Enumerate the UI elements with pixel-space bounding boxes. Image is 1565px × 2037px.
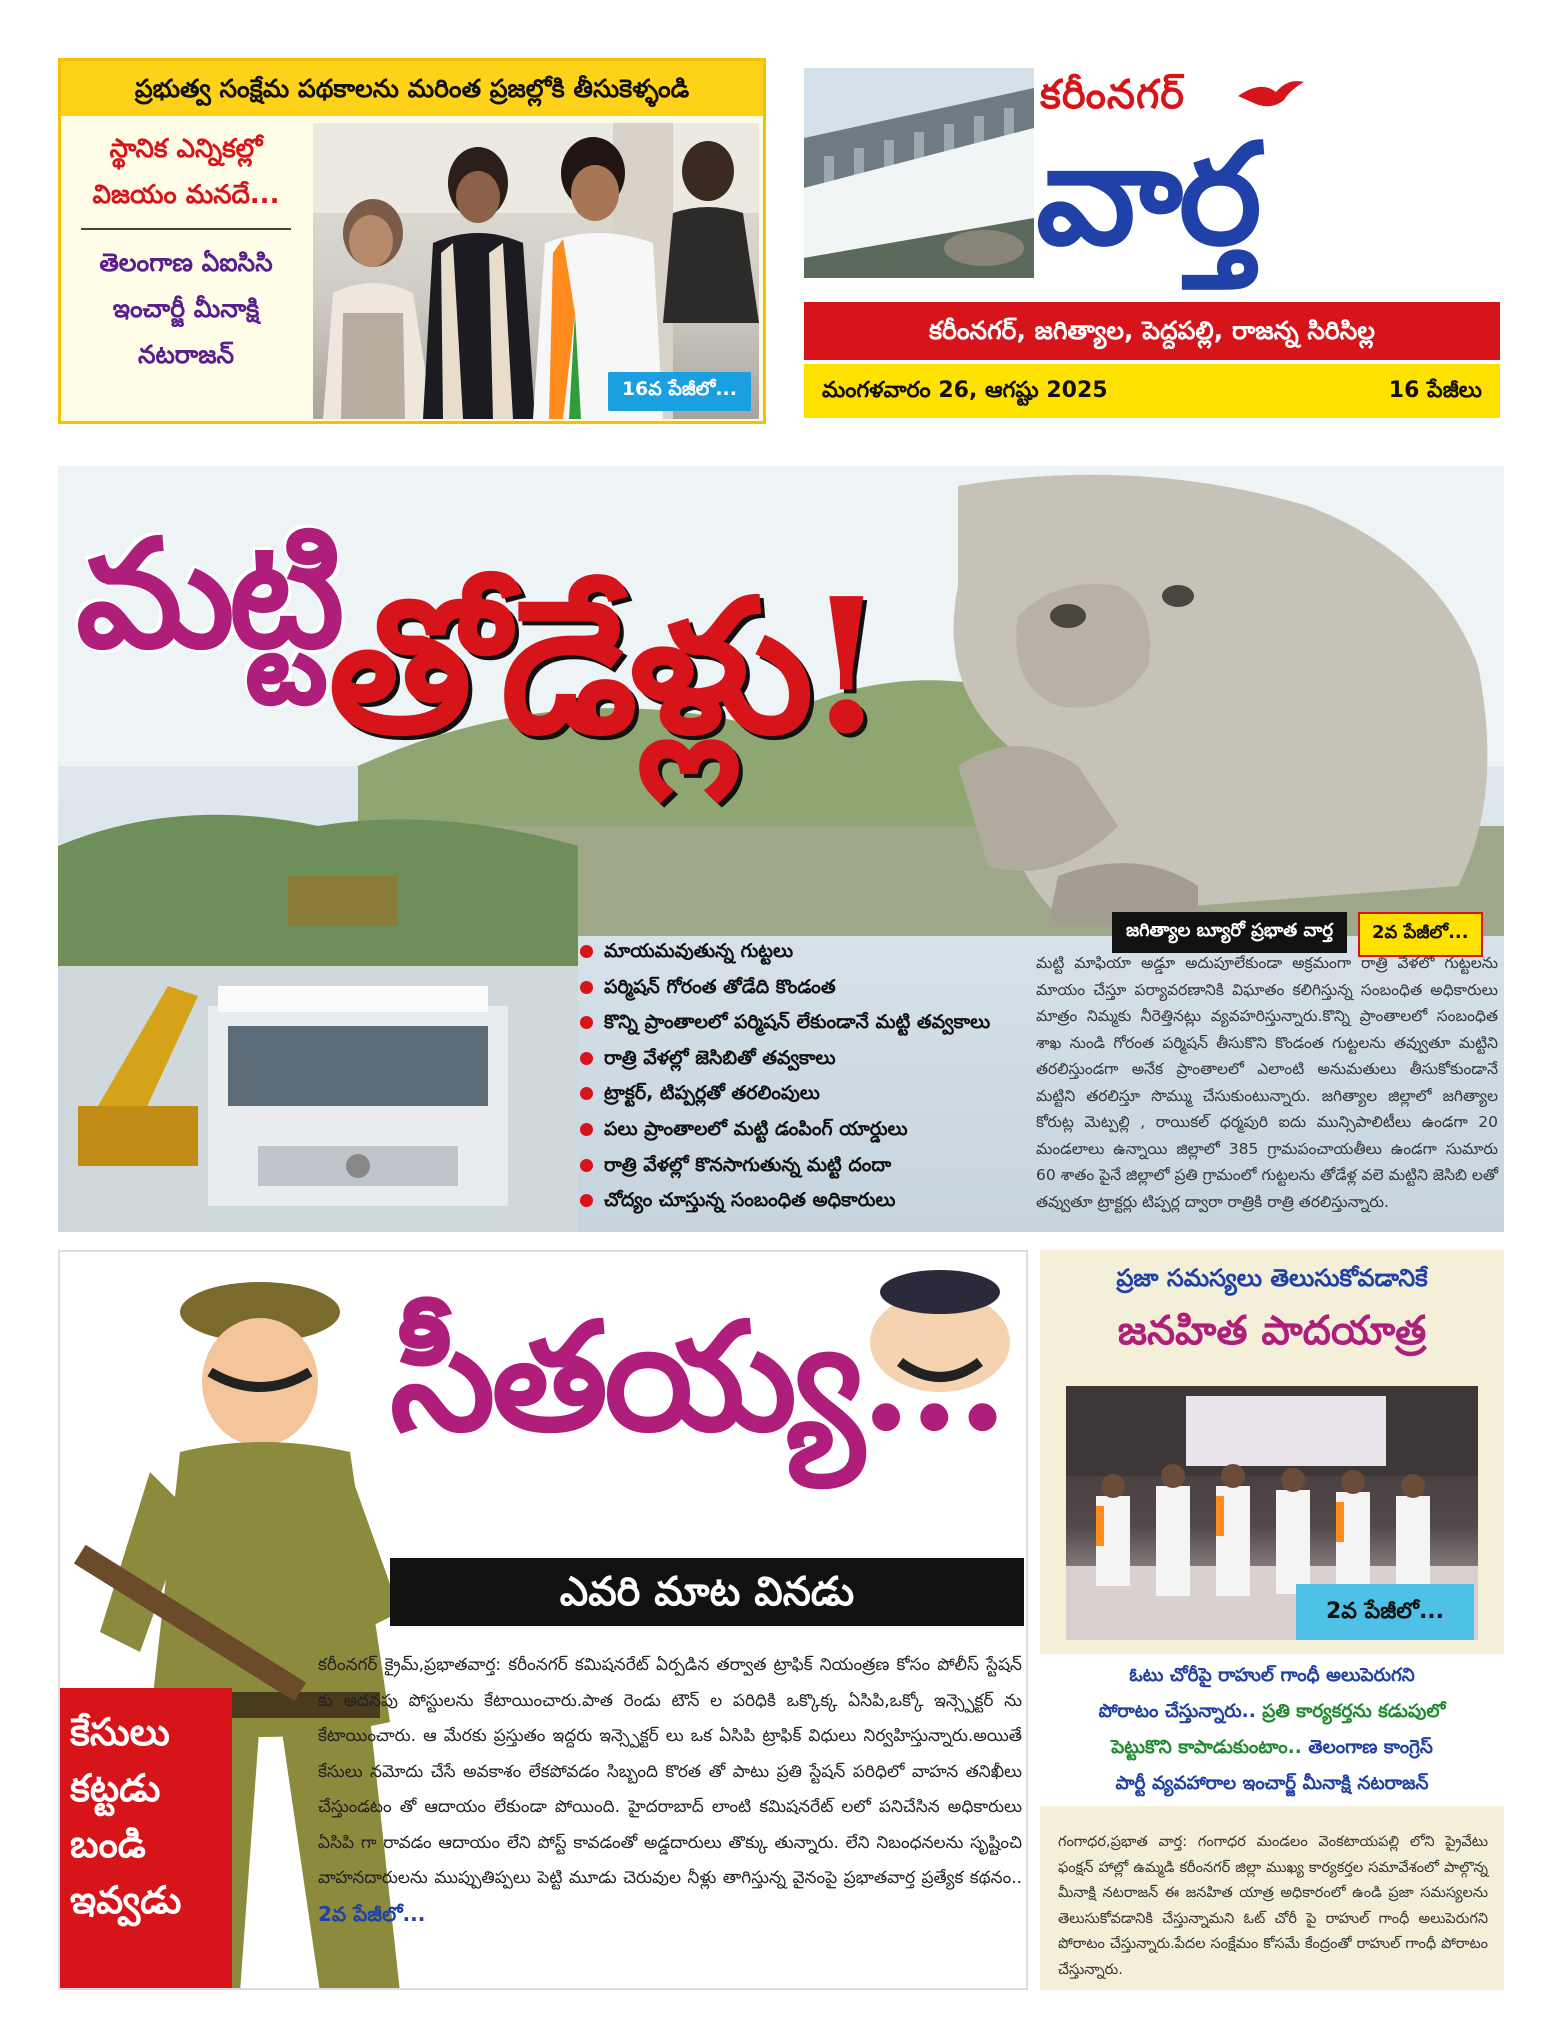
- bullet-icon: [580, 1016, 593, 1029]
- teaser-photo: [313, 123, 759, 419]
- subhead-line-4: [1060, 1766, 1484, 1802]
- police-subhead: ఎవరి మాట వినడు: [390, 1558, 1024, 1626]
- dam-illustration: [804, 68, 1034, 278]
- masthead: [796, 58, 1504, 430]
- padayatra-subhead: [1040, 1654, 1504, 1806]
- subhead-blue-3: తెలంగాణ కాంగ్రెస్: [1308, 1737, 1433, 1758]
- main-story[interactable]: [58, 466, 1504, 1232]
- police-sidebar-line-2: కట్టడు: [70, 1766, 161, 1810]
- bullet-text: రాత్రి వేళల్లో జెసిబితో తవ్వకాలు: [604, 1046, 836, 1069]
- teaser-caption: [61, 116, 311, 421]
- police-headline: సీతయ్య...: [390, 1289, 1005, 1465]
- bullet-icon: [580, 1159, 593, 1172]
- list-item: [576, 1112, 1046, 1148]
- teaser-purple-line-3: నటరాజన్: [137, 340, 235, 369]
- police-story[interactable]: [58, 1250, 1028, 1990]
- bullet-icon: [580, 945, 593, 958]
- bullet-text: పర్మిషన్ గోరంత తోడేది కొండంత: [604, 975, 836, 998]
- main-body-text: మట్టి మాఫియా అడ్డూ అదుపూలేకుండా అక్రమంగా రాత్రి వేళలో గుట్టలను మాయం చేస్తూ పర్యావరణానికి విఘాతం కలిగిస్తున్న సంబంధిత అధికారులు మాత్రం నిమ్మకు నీరెత్తినట్లు వ్యవహరిస్తున్నారు.కొన్ని ప్రాంతాలలో సంబంధిత శాఖ నుండి గోరంత పర్మిషన్ తీసుకొని కొండంత గుట్టలను తవ్వుతూ మట్టిని తరలిస్తుండగా అనేక ప్రాంతాలలో ఎలాంటి అనుమతులు తీసుకోకుండానే మట్టిని తరలిస్తూ సొమ్ము చేసుకుంటున్నారు. జగిత్యాల జిల్లాలో జగిత్యాల కోరుట్ల మెట్పల్లి , రాయికల్ ధర్మపురి ఐదు మున్సిపాలిటీలు ఉండగా 20 మండలాలు ఉన్నాయి జిల్లాలో 385 గ్రామపంచాయతీలు ఉండగా సుమారు 60 శాతం పైనే జిల్లాలో ప్రతి గ్రామంలో గుట్టలను తోడేళ్ల వలె మట్టిని జెసిబి లతో తవ్వుతూ ట్రాక్టర్లు టిప్పర్ల ద్వారా రాత్రికి రాత్రి తరలిస్తున్నారు.: [1036, 954, 1498, 1211]
- subhead-blue-2: పోరాటం చేస్తున్నారు..: [1098, 1701, 1256, 1722]
- bullet-icon: [580, 1052, 593, 1065]
- list-item: [576, 1148, 1046, 1184]
- bullet-text: కొన్ని ప్రాంతాలలో పర్మిషన్ లేకుండానే మట్టి తవ్వకాలు: [604, 1011, 991, 1034]
- bullet-text: చోద్యం చూస్తున్న సంబంధిత అధికారులు: [604, 1189, 896, 1212]
- teaser-headline: ప్రభుత్వ సంక్షేమ పథకాలను మరింత ప్రజల్లోకి తీసుకెళ్ళండి: [61, 61, 763, 116]
- list-item: [576, 934, 1046, 970]
- masthead-dateline: [804, 364, 1500, 418]
- police-sidebar-line-3: బండి: [70, 1822, 146, 1866]
- padayatra-kicker: ప్రజా సమస్యలు తెలుసుకోవడానికే: [1116, 1264, 1428, 1292]
- list-item: [576, 1041, 1046, 1077]
- bullet-text: రాత్రి వేళల్లో కొనసాగుతున్న మట్టి దందా: [604, 1153, 892, 1176]
- subhead-blue-1: ఓటు చోరీపై రాహుల్ గాంధీ అలుపెరుగని: [1129, 1665, 1415, 1686]
- subhead-line-1: [1060, 1658, 1484, 1694]
- padayatra-body-text: గంగాధర,ప్రభాత వార్త: గంగాధర మండలం వెంకటాయపల్లి లోని ప్రైవేటు ఫంక్షన్ హాల్లో ఉమ్మడి కరీంనగర్ జిల్లా ముఖ్య కార్యకర్తల సమావేశంలో పాల్గొన్న మీనాక్షి నటరాజన్ ఈ జనహిత యాత్ర అధికారంలో ఉండి ప్రజా సమస్యలను తెలుసుకోవడానికి చేస్తున్నామని ఓట్ చోరీ పై రాహుల్ గాంధీ అలుపెరుగని పోరాటం చేస్తున్నారు.పేదల సంక్షేమం కోసమే కేంద్రంతో రాహుల్ గాంధీ పోరాటం చేస్తున్నారు.: [1058, 1834, 1488, 1978]
- teaser-box[interactable]: [58, 58, 766, 424]
- bullet-text: ట్రాక్టర్, టిప్పర్లతో తరలింపులు: [604, 1082, 820, 1105]
- police-body-content: కరీంనగర్ క్రైమ్,ప్రభాతవార్త: కరీంనగర్ కమిషనరేట్ ఏర్పడిన తర్వాత ట్రాఫిక్ నియంత్రణ కోసం పోలీస్ స్టేషన్ కు అదనపు పోస్టులను కేటాయించారు.పాత రెండు టౌన్ ల పరిధికి ఒక్కొక్క ఏసిపి,ఒక్కో ఇన్స్పెక్టర్ ను కేటాయించారు. ఆ మేరకు ప్రస్తుతం ఇద్దరు ఇన్స్పెక్టర్ లు ఒక ఏసిపి ట్రాఫిక్ విధులు నిర్వహిస్తున్నారు.అయితే కేసులు నమోదు చేసే అవకాశం లేకపోవడం సిబ్బంది కొరత తో పాటు ప్రతి స్టేషన్ పరిధిలో వాహన తనిఖీలు చేస్తుండటం తో ఆదాయం లేకుండా పోయింది. హైదరాబాద్ లాంటి కమిషనరేట్ లలో పనిచేసిన అధికారులు ఏసిపి గా రావడం ఆదాయం లేని పోస్ట్ కావడంతో అడ్డదారులు తొక్కు తున్నారు. లేని నిబంధనలను సృష్టించి వాహనదారులను ముప్పుతిప్పలు పెట్టి మూడు చెరువుల నీళ్లు తాగిస్తున్న వైనంపై ప్రభాతవార్త ప్రత్యేక కథనం..: [318, 1655, 1022, 1888]
- padayatra-page-ref[interactable]: 2వ పేజీలో...: [1296, 1584, 1474, 1640]
- main-bullet-list: [576, 934, 1046, 1219]
- teaser-divider: [81, 228, 291, 230]
- main-headline-part1: మట్టి: [76, 506, 339, 682]
- list-item: [576, 1005, 1046, 1041]
- bullet-icon: [580, 1087, 593, 1100]
- masthead-city-name: కరీంనగర్: [1040, 72, 1185, 118]
- list-item: [576, 1183, 1046, 1219]
- teaser-red-line-1: స్థానిక ఎన్నికల్లో: [109, 134, 263, 164]
- masthead-logo: వార్త: [1036, 113, 1258, 277]
- subhead-green-1: ప్రతి కార్యకర్తను కడుపులో: [1262, 1701, 1446, 1722]
- bullet-icon: [580, 1194, 593, 1207]
- bullet-icon: [580, 981, 593, 994]
- padayatra-headline: జనహిత పాదయాత్ర: [1117, 1308, 1427, 1354]
- bullet-icon: [580, 1123, 593, 1136]
- subhead-blue-4: పార్టీ వ్యవహారాల ఇంచార్జ్ మీనాక్షి నటరాజన్: [1115, 1773, 1429, 1794]
- teaser-purple-line-1: తెలంగాణ ఏఐసిసి: [99, 248, 273, 277]
- subhead-line-2: [1060, 1694, 1484, 1730]
- police-sidebar: [60, 1688, 232, 1990]
- bullet-text: పలు ప్రాంతాలలో మట్టి డంపింగ్ యార్డులు: [604, 1117, 908, 1140]
- police-sidebar-line-1: కేసులు: [70, 1710, 170, 1754]
- issue-date: మంగళవారం 26, ఆగష్టు 2025: [822, 378, 1108, 403]
- page-count: 16 పేజీలు: [1388, 378, 1482, 403]
- police-sidebar-line-4: ఇవ్వడు: [70, 1878, 182, 1922]
- masthead-dam-photo: [804, 68, 1034, 278]
- police-body-text: [318, 1648, 1022, 1934]
- main-byline: జగిత్యాల బ్యూరో ప్రభాత వార్త: [1112, 912, 1347, 953]
- masthead-regions: కరీంనగర్, జగిత్యాల, పెద్దపల్లి, రాజన్న సిరిసిల్ల: [804, 302, 1500, 360]
- padayatra-story[interactable]: [1040, 1250, 1504, 1990]
- teaser-page-ref[interactable]: 16వ పేజీలో...: [608, 372, 751, 411]
- main-page-ref[interactable]: 2వ పేజీలో...: [1358, 912, 1483, 957]
- subhead-line-3: [1060, 1730, 1484, 1766]
- main-headline-part2: తోడేళ్లు!: [328, 557, 879, 775]
- list-item: [576, 1076, 1046, 1112]
- list-item: [576, 970, 1046, 1006]
- teaser-red-line-2: విజయం మనదే...: [92, 180, 280, 210]
- teaser-purple-line-2: ఇంచార్జీ మీనాక్షి: [112, 294, 260, 323]
- police-page-ref[interactable]: 2వ పేజీలో...: [318, 1901, 426, 1926]
- subhead-green-2: పెట్టుకొని కాపాడుకుంటాం..: [1111, 1737, 1302, 1758]
- bullet-text: మాయమవుతున్న గుట్టలు: [604, 940, 794, 962]
